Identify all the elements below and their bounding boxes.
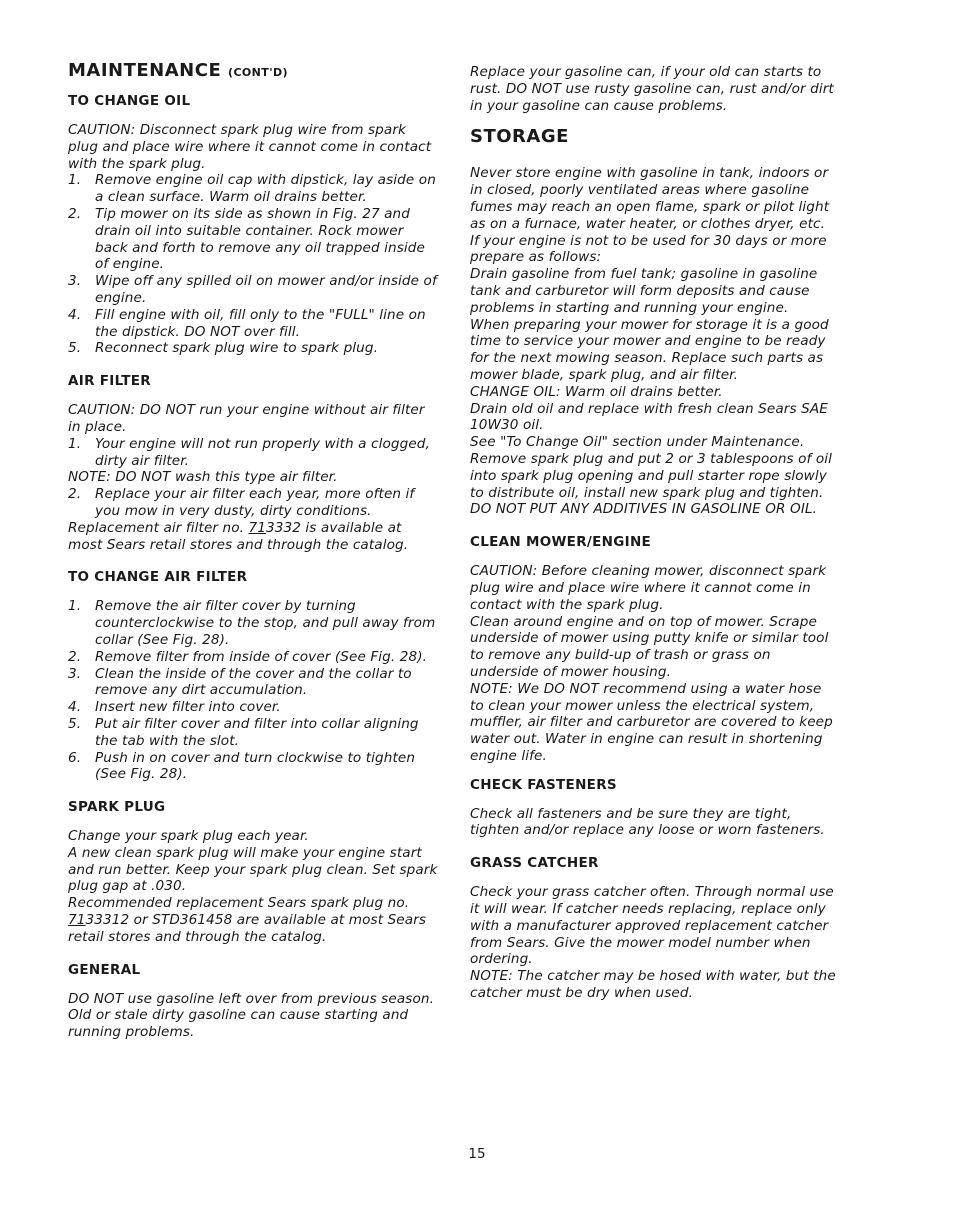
page-number: 15 [468,1146,486,1162]
list-item: 1. Your engine will not run properly with a clogged, dirty air filter. [68,435,430,469]
storage-text: If your engine is not to be used for 30 days or more prepare as follows: [470,232,827,266]
storage-text: Never store engine with gasoline in tank, indoors or in closed, poorly ventilated areas where gasoline fumes may reach an open flame, spark or pilot light as on a furnace, water heater, or clothes dryer, etc. [470,165,830,232]
heading-check-fasteners: CHECK FASTENERS [470,776,617,793]
list-item: 3. Wipe off any spilled oil on mower and/or inside of engine. [68,273,437,306]
clean-text: CAUTION: Before cleaning mower, disconnect spark plug wire and place wire where it cannot come in contact with the spark plug. [470,563,827,613]
change-oil-caution: CAUTION: Disconnect spark plug wire from spark plug and place wire where it cannot come in contact with the spark plug. [68,122,432,172]
list-item: 2. Replace your air filter each year, more often if you mow in very dusty, dirty conditions. [68,486,415,519]
change-air-filter-steps [68,598,438,783]
clean-text: Clean around engine and on top of mower. Scrape underside of mower using putty knife or similar tool to remove any build-up of trash or grass on underside of mower housing. [470,613,829,680]
spark-plug-text-1: Change your spark plug each year. [68,828,309,845]
heading-general: GENERAL [68,961,141,978]
list-item: 3. Clean the inside of the cover and the collar to remove any dirt accumulation. [68,665,412,699]
list-item: 6. Push in on cover and turn clockwise to tighten (See Fig. 28). [68,749,416,783]
air-filter-step-1 [68,436,438,470]
left-column [68,60,438,1041]
section-title-storage: STORAGE [470,126,569,148]
air-filter-note: NOTE: DO NOT wash this type air filter. [68,469,338,486]
list-item: 2. Remove filter from inside of cover (See Fig. 28). [68,648,428,665]
heading-air-filter: AIR FILTER [68,373,152,390]
list-item: 2. Tip mower on its side as shown in Fig. 27 and drain oil into suitable container. Rock mower back and forth to remove any oil trapped inside of engine. [68,205,425,273]
storage-text: CHANGE OIL: Warm oil drains better. [470,383,723,400]
storage-text: See "To Change Oil" section under Maintenance. [470,434,805,451]
section-title-maintenance [68,60,438,81]
storage-text: DO NOT PUT ANY ADDITIVES IN GASOLINE OR OIL. [470,501,818,518]
air-filter-replacement: Replacement air filter no. 713332 is available at most Sears retail stores and through the catalog. [68,519,409,553]
air-filter-step-2 [68,486,438,520]
spark-plug-text-3: Recommended replacement Sears spark plug no. 7133312 or STD361458 are available at most Sears retail stores and through the catalog. [68,895,427,945]
heading-spark-plug: SPARK PLUG [68,799,166,816]
storage-text: When preparing your mower for storage it is a good time to service your mower and engine to be ready for the next mowing season. Replace such parts as mower blade, spark plug, and air filter. [470,316,829,383]
part-number-prefix: 71 [248,519,266,536]
spark-plug-text-2: A new clean spark plug will make your engine start and run better. Keep your spark plug clean. Set spark plug gap at .030. [68,844,438,895]
grass-catcher-text: NOTE: The catcher may be hosed with water, but the catcher must be dry when used. [470,968,836,1002]
maintenance-title-suffix: (CONT'D) [228,66,288,79]
heading-grass-catcher: GRASS CATCHER [470,855,599,872]
fasteners-text: Check all fasteners and be sure they are tight, tighten and/or replace any loose or worn fasteners. [470,805,825,839]
right-column [470,64,838,1002]
storage-text: Drain old oil and replace with fresh clean Sears SAE 10W30 oil. [470,400,828,434]
clean-text: NOTE: We DO NOT recommend using a water hose to clean your mower unless the electrical system, muffler, air filter and carburetor are covered to keep water out. Water in engine can result in shortening engine life. [470,680,833,764]
list-item: 1. Remove engine oil cap with dipstick, lay aside on a clean surface. Warm oil drains better. [68,172,436,206]
storage-text: Remove spark plug and put 2 or 3 tablespoons of oil into spark plug opening and pull starter rope slowly to distribute oil, install new spark plug and tighten. [470,450,833,501]
grass-catcher-text: Check your grass catcher often. Through normal use it will wear. If catcher needs replacing, replace only with a manufacturer approved replacement catcher from Sears. Give the mower model number when ordering. [470,884,834,968]
list-item: 5. Reconnect spark plug wire to spark plug. [68,340,379,357]
list-item: 4. Fill engine with oil, fill only to the "FULL" line on the dipstick. DO NOT over fill. [68,306,426,340]
storage-text: Drain gasoline from fuel tank; gasoline in gasoline tank and carburetor will form deposits and cause problems in starting and running your engine. [470,266,818,316]
heading-clean-mower-engine: CLEAN MOWER/ENGINE [470,534,652,551]
heading-to-change-oil: TO CHANGE OIL [68,93,191,109]
heading-to-change-air-filter: TO CHANGE AIR FILTER [68,569,248,586]
maintenance-title: MAINTENANCE [68,60,222,81]
list-item: 4. Insert new filter into cover. [68,699,281,716]
general-text: DO NOT use gasoline left over from previous season. Old or stale dirty gasoline can cause starting and running problems. [68,990,434,1041]
list-item: 5. Put air filter cover and filter into collar aligning the tab with the slot. [68,715,419,749]
change-oil-steps [68,172,438,357]
air-filter-caution: CAUTION: DO NOT run your engine without air filter in place. [68,402,425,435]
gasoline-can-text: Replace your gasoline can, if your old can starts to rust. DO NOT use rusty gasoline can, rust and/or dirt in your gasoline can cause problems. [470,64,834,114]
part-number-prefix: 71 [68,912,86,929]
list-item: 1. Remove the air filter cover by turning counterclockwise to the stop, and pull away from collar (See Fig. 28). [68,598,436,648]
